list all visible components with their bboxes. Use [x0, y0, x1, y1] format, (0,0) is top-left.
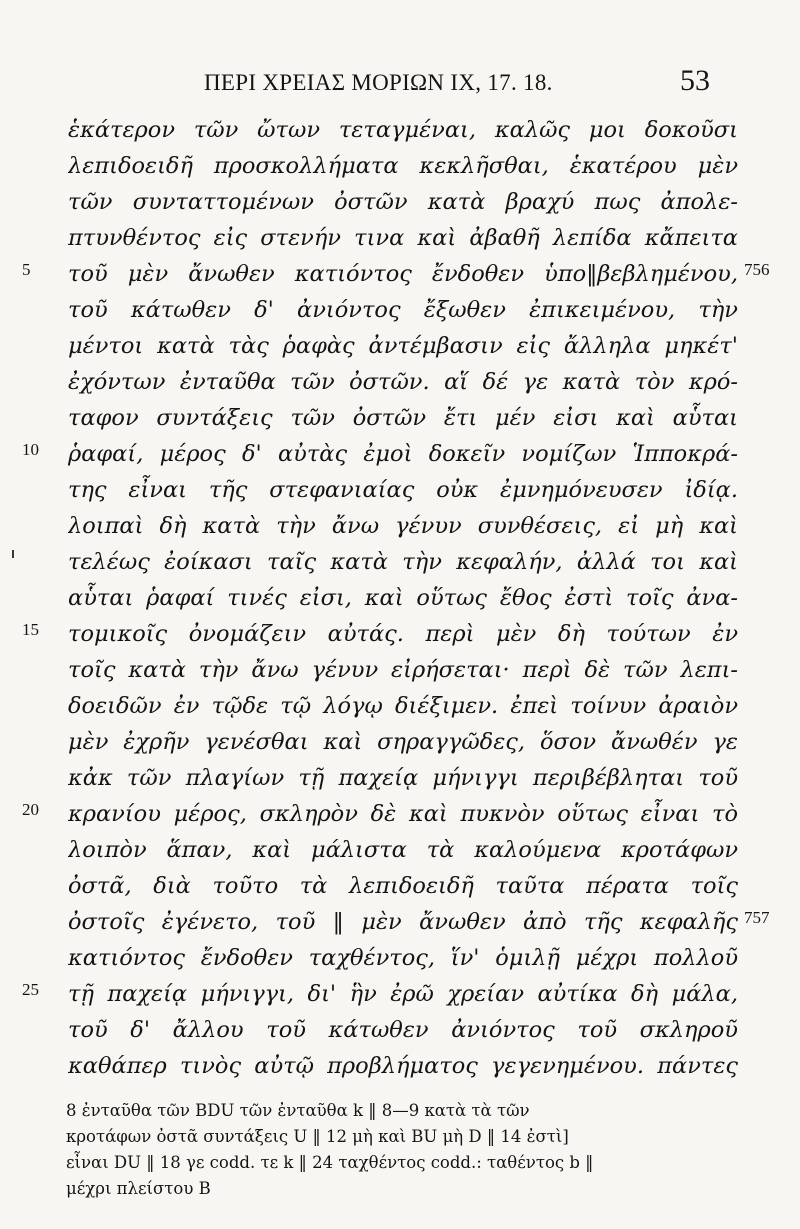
- line-text: τελέως ἐοίκασι ταῖς κατὰ τὴν κεφαλήν, ἀλλά τοι καὶ: [68, 549, 738, 575]
- line-text: ῥαφαί, μέρος δ' αὐτὰς ἐμοὶ δοκεῖν νομίζων Ἱπποκρά-: [68, 441, 738, 467]
- line-number: 15: [22, 620, 39, 639]
- text-line-2: [0, 148, 800, 184]
- text-line-6: [0, 292, 800, 328]
- line-text: λεπιδοειδῆ προσκολλήματα κεκλῆσθαι, ἑκατέρου μὲν: [68, 153, 738, 179]
- line-text: λοιπαὶ δὴ κατὰ τὴν ἄνω γένυν συνθέσεις, εἰ μὴ καὶ: [68, 513, 738, 539]
- text-line-7: [0, 328, 800, 364]
- text-line-3: [0, 184, 800, 220]
- line-number: 20: [22, 800, 39, 819]
- margin-reference: 757: [744, 908, 770, 927]
- text-line-21: [0, 832, 800, 868]
- margin-tick-mark: [12, 550, 14, 558]
- text-line-25: [0, 976, 800, 1012]
- line-text: της εἶναι τῆς στεφανιαίας οὐκ ἐμνημόνευσεν ἰδίᾳ.: [68, 477, 738, 503]
- text-line-26: [0, 1012, 800, 1048]
- line-text: ἐχόντων ἐνταῦθα τῶν ὀστῶν. αἵ δέ γε κατὰ τὸν κρό-: [68, 369, 738, 395]
- text-line-14: [0, 580, 800, 616]
- text-line-4: [0, 220, 800, 256]
- line-text: τοῦ δ' ἄλλου τοῦ κάτωθεν ἀνιόντος τοῦ σκληροῦ: [68, 1017, 738, 1043]
- text-line-16: [0, 652, 800, 688]
- line-text: κἀκ τῶν πλαγίων τῇ παχείᾳ μήνιγγι περιβέβληται τοῦ: [68, 765, 738, 791]
- text-line-12: [0, 508, 800, 544]
- line-number: 5: [22, 260, 31, 279]
- line-text: ὀστοῖς ἐγένετο, τοῦ ‖ μὲν ἄνωθεν ἀπὸ τῆς κεφαλῆς: [68, 909, 738, 935]
- text-line-19: [0, 760, 800, 796]
- line-text: αὗται ῥαφαί τινές εἰσι, καὶ οὕτως ἔθος ἐστὶ τοῖς ἀνα-: [68, 585, 738, 611]
- line-text: τοῦ κάτωθεν δ' ἀνιόντος ἔξωθεν ἐπικειμένου, τὴν: [68, 297, 738, 323]
- text-line-15: [0, 616, 800, 652]
- line-text: κατιόντος ἔνδοθεν ταχθέντος, ἵν' ὁμιλῇ μέχρι πολλοῦ: [68, 945, 738, 971]
- line-text: ταφον συντάξεις τῶν ὀστῶν ἔτι μέν εἰσι καὶ αὗται: [68, 405, 738, 431]
- text-line-27: [0, 1048, 800, 1084]
- line-text: πτυνθέντος εἰς στενήν τινα καὶ ἀβαθῆ λεπίδα κἄπειτα: [68, 225, 738, 251]
- line-text: μέντοι κατὰ τὰς ῥαφὰς ἀντέμβασιν εἰς ἄλληλα μηκέτ': [68, 333, 738, 359]
- text-line-23: [0, 904, 800, 940]
- line-text: μὲν ἐχρῆν γενέσθαι καὶ σηραγγῶδες, ὅσον ἄνωθέν γε: [68, 729, 738, 755]
- line-text: τομικοῖς ὀνομάζειν αὐτάς. περὶ μὲν δὴ τούτων ἐν: [68, 621, 738, 647]
- line-text: δοειδῶν ἐν τῷδε τῷ λόγῳ διέξιμεν. ἐπεὶ τοίνυν ἀραιὸν: [68, 693, 738, 719]
- apparatus-line: εἶναι DU ‖ 18 γε codd. τε k ‖ 24 ταχθέντος codd.: ταθέντος b ‖: [66, 1153, 594, 1172]
- text-line-1: [0, 112, 800, 148]
- text-line-18: [0, 724, 800, 760]
- text-line-20: [0, 796, 800, 832]
- apparatus-line: μέχρι πλείστου B: [66, 1179, 211, 1198]
- apparatus-line: κροτάφων ὀστᾶ συντάξεις U ‖ 12 μὴ καὶ BU μὴ D ‖ 14 ἐστὶ]: [66, 1127, 569, 1146]
- margin-reference: 756: [744, 260, 770, 279]
- apparatus-line: 8 ἐνταῦθα τῶν BDU τῶν ἐνταῦθα k ‖ 8—9 κατὰ τὰ τῶν: [66, 1101, 530, 1120]
- text-line-11: [0, 472, 800, 508]
- text-line-22: [0, 868, 800, 904]
- text-line-9: [0, 400, 800, 436]
- line-number: 10: [22, 440, 39, 459]
- line-text: τῶν συνταττομένων ὀστῶν κατὰ βραχύ πως ἀπολε-: [68, 189, 738, 215]
- page-number: 53: [680, 64, 710, 97]
- line-text: λοιπὸν ἅπαν, καὶ μάλιστα τὰ καλούμενα κροτάφων: [68, 837, 738, 863]
- text-line-10: [0, 436, 800, 472]
- line-number: 25: [22, 980, 39, 999]
- line-text: κρανίου μέρος, σκληρὸν δὲ καὶ πυκνὸν οὕτως εἶναι τὸ: [68, 801, 738, 827]
- running-title: ΠΕΡΙ ΧΡΕΙΑΣ ΜΟΡΙΩΝ IX, 17. 18.: [204, 70, 553, 95]
- line-text: τοῖς κατὰ τὴν ἄνω γένυν εἰρήσεται· περὶ δὲ τῶν λεπι-: [68, 657, 738, 683]
- text-line-24: [0, 940, 800, 976]
- text-line-5: [0, 256, 800, 292]
- line-text: τοῦ μὲν ἄνωθεν κατιόντος ἔνδοθεν ὑπο‖βεβλημένου,: [68, 261, 738, 287]
- line-text: τῇ παχείᾳ μήνιγγι, δι' ἣν ἐρῶ χρείαν αὐτίκα δὴ μάλα,: [68, 981, 738, 1007]
- line-text: ἑκάτερον τῶν ὤτων τεταγμέναι, καλῶς μοι δοκοῦσι: [68, 117, 738, 143]
- text-line-13: [0, 544, 800, 580]
- page-header: [0, 62, 800, 102]
- line-text: ὀστᾶ, διὰ τοῦτο τὰ λεπιδοειδῆ ταῦτα πέρατα τοῖς: [68, 873, 738, 899]
- text-line-8: [0, 364, 800, 400]
- line-text: καθάπερ τινὸς αὐτῷ προβλήματος γεγενημένου. πάντες: [68, 1053, 738, 1079]
- text-line-17: [0, 688, 800, 724]
